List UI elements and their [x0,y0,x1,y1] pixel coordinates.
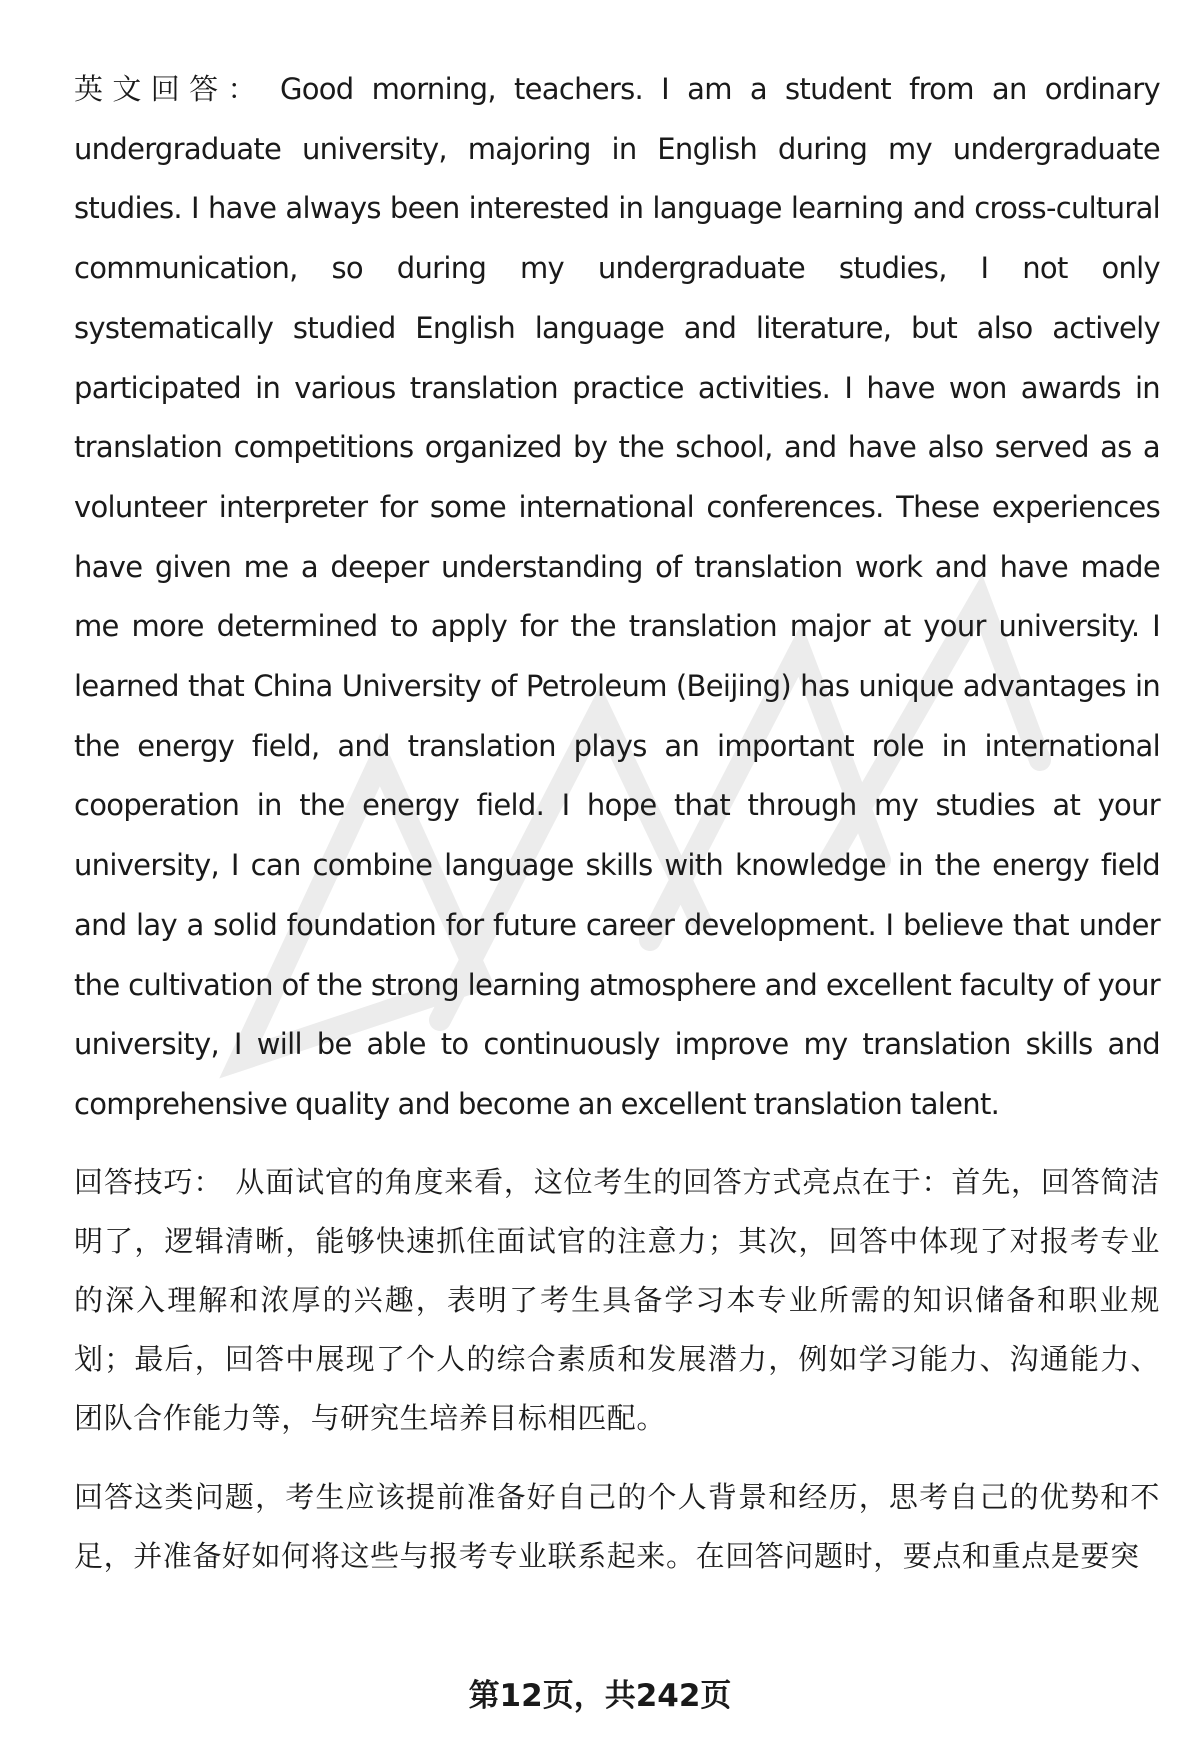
page-indicator: 第12页，共242页 [468,1678,732,1714]
advice-paragraph [74,1468,1160,1586]
document-body [74,60,1160,1586]
english-answer-label: 英文回答： [74,72,266,106]
answer-tips-label: 回答技巧： [74,1164,224,1199]
english-answer-text: Good morning, teachers. I am a student from an ordinary undergraduate university, majoring in English during my undergraduate studies. I have always been interested in language learning and cross-cultural communication, so during my undergraduate studies, I not only systematically studied English language and literature, but also actively participated in various translation practice activities. I have won awards in translation competitions organized by the school, and have also served as a volunteer interpreter for some international conferences. These experiences have given me a deeper understanding of translation work and have made me more determined to apply for the translation major at your university. I learned that China University of Petroleum (Beijing) has unique advantages in the energy field, and translation plays an important role in international cooperation in the energy field. I hope that through my studies at your university, I can combine language skills with knowledge in the energy field and lay a solid foundation for future career development. I believe that under the cultivation of the strong learning atmosphere and excellent faculty of your university, I will be able to continuously improve my translation skills and comprehensive quality and become an excellent translation talent. [74,72,1160,1121]
english-answer-paragraph [74,60,1160,1135]
advice-text: 回答这类问题，考生应该提前准备好自己的个人背景和经历，思考自己的优势和不足，并准备好如何将这些与报考专业联系起来。在回答问题时，要点和重点是要突 [74,1479,1160,1573]
answer-tips-paragraph [74,1153,1160,1448]
answer-tips-text: 从面试官的角度来看，这位考生的回答方式亮点在于：首先，回答简洁明了，逻辑清晰，能够快速抓住面试官的注意力；其次，回答中体现了对报考专业的深入理解和浓厚的兴趣，表明了考生具备学习本专业所需的知识储备和职业规划；最后，回答中展现了个人的综合素质和发展潜力，例如学习能力、沟通能力、团队合作能力等，与研究生培养目标相匹配。 [74,1164,1160,1435]
